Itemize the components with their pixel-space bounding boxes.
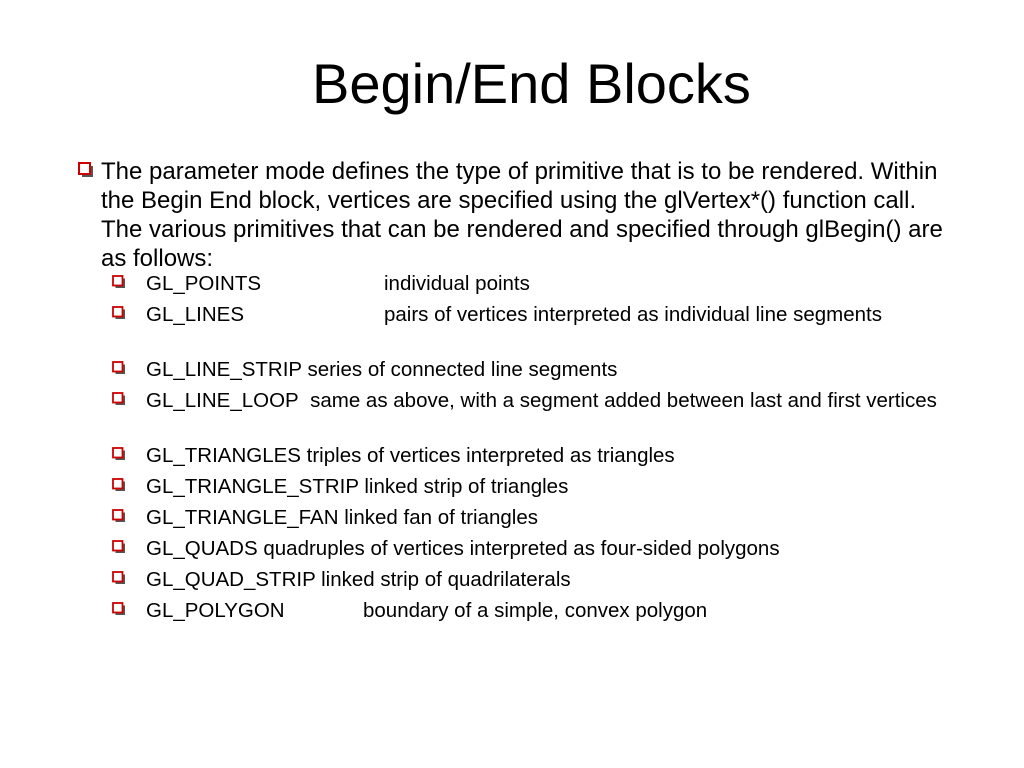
hollow-square-bullet-icon <box>112 540 126 554</box>
slide-title: Begin/End Blocks <box>312 52 751 115</box>
primitive-name: GL_TRIANGLE_FAN <box>146 506 339 529</box>
main-bullet-text: The parameter mode defines the type of primitive that is to be rendered. Within the Begin End block, vertices are specified using the glVertex*() function call. The various primitives that can be rendered and specified through glBegin() are as follows: <box>101 158 943 272</box>
primitive-description: linked strip of triangles <box>364 475 569 498</box>
primitive-description: series of connected line segments <box>307 358 618 381</box>
primitive-name: GL_QUADS <box>146 537 258 560</box>
primitive-name: GL_LINE_LOOP <box>146 389 299 412</box>
hollow-square-bullet-icon <box>78 162 94 178</box>
primitive-name: GL_TRIANGLES <box>146 444 301 467</box>
primitive-name: GL_TRIANGLE_STRIP <box>146 475 359 498</box>
primitive-description: linked strip of quadrilaterals <box>321 568 571 591</box>
hollow-square-bullet-icon <box>112 509 126 523</box>
primitive-name: GL_LINE_STRIP <box>146 358 302 381</box>
primitive-description: pairs of vertices interpreted as individual line segments <box>384 303 882 326</box>
hollow-square-bullet-icon <box>112 478 126 492</box>
primitive-description: linked fan of triangles <box>344 506 538 529</box>
primitive-description: individual points <box>384 272 530 295</box>
hollow-square-bullet-icon <box>112 361 126 375</box>
primitive-description: triples of vertices interpreted as triangles <box>306 444 675 467</box>
hollow-square-bullet-icon <box>112 571 126 585</box>
primitive-name: GL_LINES <box>146 303 244 326</box>
primitive-name: GL_QUAD_STRIP <box>146 568 316 591</box>
primitive-description: boundary of a simple, convex polygon <box>363 599 708 622</box>
hollow-square-bullet-icon <box>112 392 126 406</box>
hollow-square-bullet-icon <box>112 447 126 461</box>
hollow-square-bullet-icon <box>112 602 126 616</box>
primitive-description: same as above, with a segment added between last and first vertices <box>310 389 937 412</box>
primitive-description: quadruples of vertices interpreted as four-sided polygons <box>263 537 780 560</box>
hollow-square-bullet-icon <box>112 306 126 320</box>
primitive-name: GL_POLYGON <box>146 599 285 622</box>
primitive-name: GL_POINTS <box>146 272 262 295</box>
hollow-square-bullet-icon <box>112 275 126 289</box>
